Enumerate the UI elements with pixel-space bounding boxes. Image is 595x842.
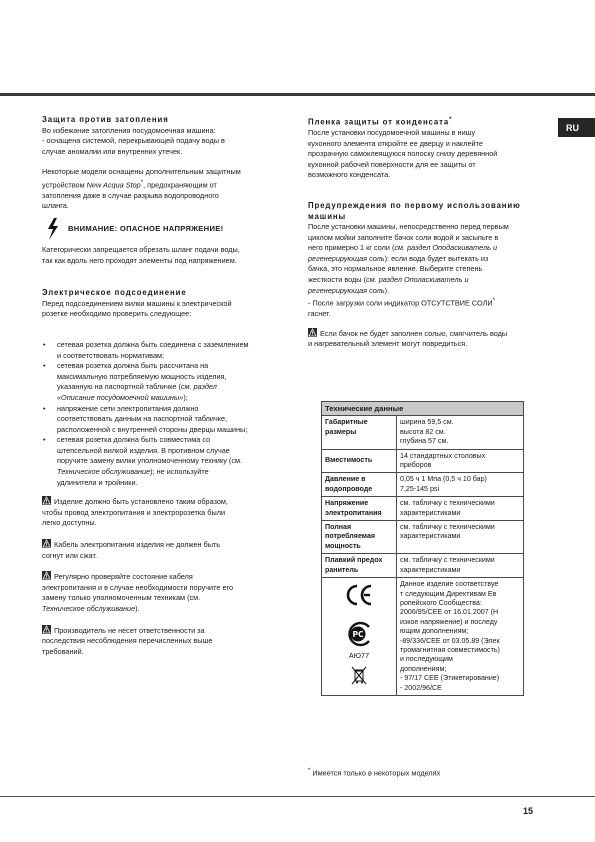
section-ref: см. раздел Ополаскиватель и: [366, 275, 469, 285]
text-line: сетевая розетка должна быть соединена с заземлением: [57, 339, 249, 349]
rostest-mark-icon: [345, 621, 373, 647]
row-value: [397, 521, 524, 554]
label-line: ранитель: [325, 565, 359, 574]
text-line: легко доступны.: [42, 518, 97, 528]
text-line: и нагревательный элемент могут повредиться.: [308, 339, 468, 349]
text-line: -89/336/CEE от 03.05.89 (Элек: [400, 636, 500, 645]
table-row: [322, 578, 524, 696]
text-line: электропитания и в случае необходимости поручите его: [42, 582, 234, 592]
certification-logos: [322, 578, 397, 696]
electric-paragraph: [42, 299, 280, 320]
text-line: Перед подсоединением вилки машины к электрической: [42, 298, 232, 308]
page-number: 15: [523, 806, 534, 816]
note-salt: [308, 328, 530, 350]
text-line: устройством: [42, 180, 87, 190]
text-line: , предохраняющим от: [143, 180, 217, 190]
label-line: потребляемая: [325, 532, 376, 541]
section-ref: см. раздел Оподаскиватель и: [394, 243, 498, 253]
caution-icon: [42, 496, 51, 505]
right-column: [308, 115, 530, 350]
list-item: [42, 340, 280, 361]
section-ref: регенерирующая соль: [308, 253, 385, 263]
text-line: т следующим Директивам Ев: [400, 589, 497, 598]
text-line: соответствовать данным на паспортной табличке,: [57, 414, 228, 424]
bottom-rule: [0, 796, 595, 797]
row-label: [322, 473, 397, 497]
row-value: [397, 416, 524, 449]
voltage-warning: [42, 218, 280, 240]
left-column: [42, 115, 280, 657]
text-line: дополнениям;: [400, 664, 447, 673]
text-line: сетевая розетка должна быть совместима со: [57, 435, 211, 445]
text-line: прозрачную самоклеящуюся полоску снизу деревянной: [308, 149, 498, 159]
label-line: мощность: [325, 541, 361, 550]
note-liability: [42, 625, 280, 658]
film-paragraph: [308, 128, 530, 181]
value-line: 0,05 ч 1 Мпа (0,5 ч 10 бар): [400, 475, 487, 484]
text-line: розетке необходимо проверить следующее:: [42, 309, 192, 319]
caution-icon: [42, 571, 51, 580]
text-line: ); не используйте: [150, 467, 209, 477]
label-line: размеры: [325, 427, 357, 436]
text-line: так как вдоль него проходят элементы под напряжением.: [42, 255, 237, 265]
section-ref: регенерирующая соль: [308, 285, 385, 295]
note-accessible: [42, 496, 280, 529]
flood-title: Защита против затопления: [42, 115, 169, 124]
list-item: [42, 404, 280, 436]
table-row: [322, 497, 524, 521]
label-line: Напряжение: [325, 499, 369, 508]
crossed-bin-icon: [351, 666, 367, 686]
electric-title: Электрическое подсоединение: [42, 288, 187, 298]
text-line: Некоторые модели оснащены дополнительным защитным: [42, 167, 241, 177]
text-line: бачка, это нормальное явление. Выберите степень: [308, 264, 483, 274]
value-line: характеристиками: [400, 532, 461, 541]
text-line: согнут или сжат.: [42, 550, 98, 560]
table-header-row: [322, 402, 524, 416]
row-label: [322, 521, 397, 554]
text-line: чтобы провод электропитания и электророзетка были: [42, 507, 226, 517]
text-line: Регулярно проверяйте состояние кабеля: [54, 572, 193, 582]
text-line: и последующим: [400, 655, 453, 664]
text-line: поручите замену вилки уполномоченному технику (см.: [57, 456, 243, 466]
value-line: см. табличку с техническими: [400, 499, 495, 508]
value-line: глубина 57 см.: [400, 437, 449, 446]
label-line: Вместимость: [325, 456, 373, 465]
lightning-bolt-icon: [44, 218, 62, 240]
text-line: случае аномалии или внутренних утечек.: [42, 146, 183, 156]
text-line: - После загрузки соли индикатор ОТСУТСТВИЕ СОЛИ: [308, 298, 493, 308]
list-item: [42, 435, 280, 488]
section-ref: Техническое обслуживание: [57, 467, 151, 477]
text-line: ).: [384, 285, 390, 295]
title-line: Предупреждения по первому использованию: [308, 201, 521, 211]
row-label: [322, 554, 397, 578]
footnote-text: Имеется только в некоторых моделях: [310, 768, 441, 778]
first-use-title: [308, 201, 530, 222]
text-line: После установки машины, непосредственно перед первым: [308, 222, 509, 232]
first-use-paragraph: [308, 222, 530, 320]
value-line: см. табличку с техническими: [400, 556, 495, 565]
table-row: [322, 521, 524, 554]
row-value: [397, 473, 524, 497]
svg-text:PC: PC: [352, 629, 364, 639]
text-line: ющим дополнениям;: [400, 627, 469, 636]
value-line: см. табличку с техническими: [400, 523, 495, 532]
language-label: RU: [566, 122, 579, 133]
flood-paragraph-2: [42, 167, 280, 212]
value-line: приборов: [400, 461, 432, 470]
label-line: Плавкий предох: [325, 556, 383, 565]
row-label: [322, 497, 397, 521]
section-ref: «Описание посудомоечной машины»: [57, 392, 184, 402]
footnote-mark: *: [308, 768, 311, 774]
text-line: ропейского Сообщества:: [400, 598, 482, 607]
label-line: электропитания: [325, 508, 382, 517]
value-line: 7,25-145 psi: [400, 484, 440, 493]
footnote-mark: *: [449, 117, 452, 123]
text-line: - оснащена системой, перекрывающей подачу воды в: [42, 136, 225, 146]
text-line: );: [183, 392, 188, 402]
row-label: [322, 416, 397, 449]
label-line: Полная: [325, 523, 352, 532]
text-line: Если бачок не будет заполнен солью, смягчитель воды: [320, 328, 508, 338]
text-line: Изделие должно быть установлено таким образом,: [54, 497, 228, 507]
table-row: [322, 449, 524, 473]
text-line: циклом мойки заполните бачок соли водой и засыпьте в: [308, 232, 499, 242]
text-line: гаснет.: [308, 309, 331, 319]
row-value: [397, 449, 524, 473]
text-line: ).: [135, 604, 140, 614]
value-line: высота 82 см.: [400, 427, 446, 436]
text-line: максимальную потребляемую мощность изделия,: [57, 371, 227, 381]
text-line: шланга.: [42, 201, 69, 211]
text-line: 2006/95/CEE от 16.01.2007 (Н: [400, 608, 499, 617]
technical-data-table: [321, 401, 524, 696]
section-ref: Техническое обслуживание: [42, 604, 136, 614]
footnote-mark: *: [492, 297, 496, 305]
text-line: расположенной с внутренней стороны дверцы машины;: [57, 424, 248, 434]
text-line: - 2002/96/CE: [400, 683, 442, 692]
product-name: New Acqua Stop: [86, 180, 141, 190]
row-value: [397, 497, 524, 521]
text-line: сетевая розетка должна быть рассчитана на: [57, 361, 209, 371]
ce-mark-icon: [344, 583, 374, 607]
text-line: кухонной рабочей поверхности для ее защиты от: [308, 159, 476, 169]
table-row: [322, 554, 524, 578]
section-ref: см. раздел: [180, 382, 217, 392]
warning-title: ВНИМАНИЕ: ОПАСНОЕ НАПРЯЖЕНИЕ!: [68, 223, 224, 233]
text-line: него примерно 1 кг соли (: [308, 243, 395, 253]
warning-paragraph: [42, 245, 280, 266]
footnote-mark: *: [140, 178, 144, 186]
value-line: характеристиками: [400, 565, 461, 574]
text-line: жесткости воды (: [308, 275, 367, 285]
text-line: напряжение сети электропитания должно: [57, 403, 199, 413]
text-line: Категорически запрещается обрезать шланг подачи воды,: [42, 245, 240, 255]
footnote: [308, 768, 440, 777]
text-line: и соответствовать нормативам;: [57, 350, 165, 360]
text-line: указанную на паспортной табличке (: [57, 382, 181, 392]
text-line: возможного конденсата.: [308, 170, 391, 180]
table-row: [322, 473, 524, 497]
directives-text: [397, 578, 524, 696]
text-line: требований.: [42, 646, 84, 656]
text-line: штепсельной вилкой изделия. В противном случае: [57, 445, 230, 455]
text-line: затопления даже в случае разрыва водопроводного: [42, 190, 219, 200]
value-line: характеристиками: [400, 508, 461, 517]
table-header: Технические данные: [322, 402, 524, 416]
text-line: удлинители и тройники.: [57, 477, 138, 487]
text-line: тромагнитная совместимость): [400, 645, 500, 654]
row-label: [322, 449, 397, 473]
row-value: [397, 554, 524, 578]
text-line: Производитель не несет ответственности за: [54, 625, 205, 635]
certificate-code: АЮ77: [348, 651, 370, 661]
note-check-cable: [42, 571, 280, 614]
title-line: машины: [308, 211, 347, 221]
text-line: Кабель электропитания изделия не должен быть: [54, 540, 221, 550]
caution-icon: [308, 328, 317, 337]
list-item: [42, 361, 280, 403]
note-cable: [42, 539, 280, 561]
label-line: водопроводе: [325, 484, 373, 493]
text-line: последствия несоблюдения перечисленных выше: [42, 636, 213, 646]
top-rule: [0, 93, 595, 96]
text-line: изкое напряжение) и последу: [400, 617, 498, 626]
text-line: После установки посудомоечной машины в нишу: [308, 128, 476, 138]
requirements-list: [42, 340, 280, 488]
text-line: Данное изделие соответствуе: [400, 580, 499, 589]
text-line: кухонного элемента откройте ее дверцу и наклейте: [308, 138, 483, 148]
text-line: - 97/17 CEE (Этикетирование): [400, 674, 500, 683]
text-line: замену только уполномоченным техникам (см.: [42, 593, 201, 603]
film-title-text: Пленка защиты от конденсата: [308, 117, 450, 127]
caution-icon: [42, 539, 51, 548]
language-tab: [558, 118, 595, 137]
label-line: Габаритные: [325, 418, 368, 427]
value-line: 14 стандартных столовых: [400, 451, 486, 460]
flood-paragraph-1: [42, 126, 280, 158]
caution-icon: [42, 625, 51, 634]
film-title: [308, 115, 530, 128]
text-line: Во избежание затопления посудомоечная машина:: [42, 125, 216, 135]
table-row: [322, 416, 524, 449]
value-line: ширина 59,5 см.: [400, 418, 454, 427]
label-line: Давление в: [325, 475, 366, 484]
text-line: ): если вода будет вытекать из: [384, 253, 489, 263]
